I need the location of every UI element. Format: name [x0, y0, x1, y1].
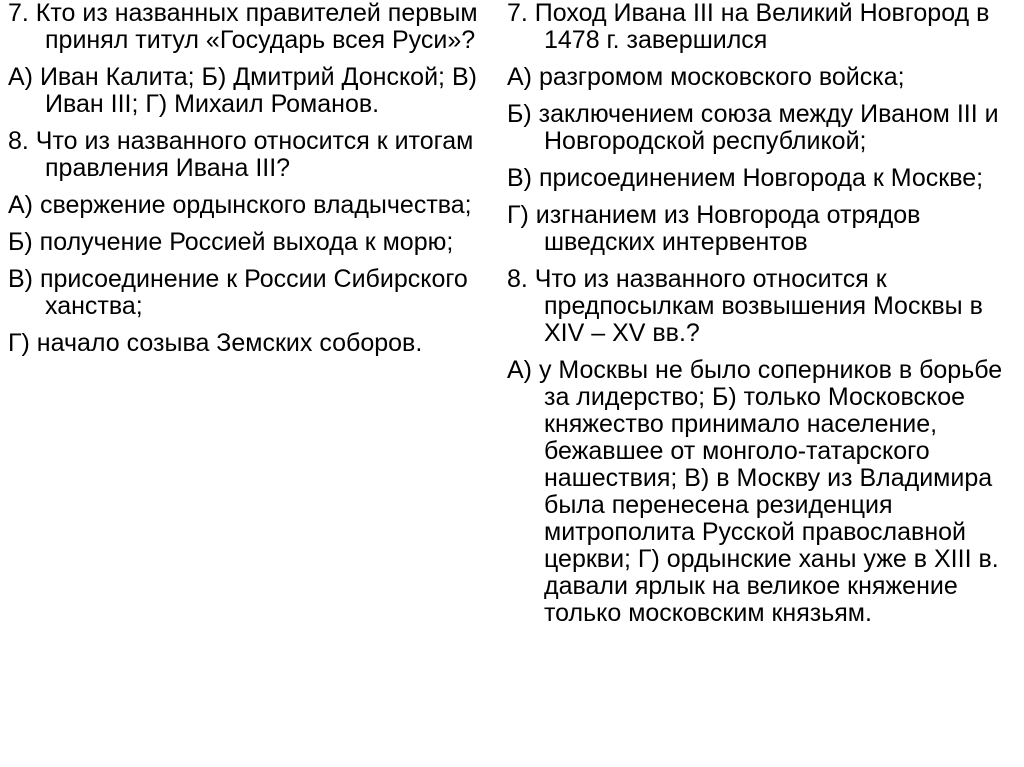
option-b-7-right: Б) заключением союза между Иваном III и Новгородской республикой; [507, 100, 999, 155]
answer-options-8-right: А) у Москвы не было соперников в борьбе за лидерство; Б) только Московское княжество принимало население, бежавшее от монголо-татарского нашествия; В) в Москву из Владимира была перенесена резиденция митрополита Русской православной церкви; Г) ордынские ханы уже в XIII в. давали ярлык на великое княжение только московским князьям. [507, 356, 1003, 627]
option-v-8-left: В) присоединение к России Сибирского ханства; [8, 265, 468, 320]
answer-options-7-left: А) Иван Калита; Б) Дмитрий Донской; В) Иван III; Г) Михаил Романов. [8, 63, 477, 118]
option-g-7-right: Г) изгнанием из Новгорода отрядов шведских интервентов [507, 201, 921, 256]
question-7-right: 7. Поход Ивана III на Великий Новгород в 1478 г. завершился [507, 0, 990, 54]
left-column [8, 0, 498, 367]
option-a-7-right: А) разгромом московского войска; [507, 63, 905, 91]
option-v-7-right: В) присоединением Новгорода к Москве; [507, 164, 984, 192]
option-b-8-left: Б) получение Россией выхода к морю; [8, 228, 454, 256]
question-8-left: 8. Что из названного относится к итогам правления Ивана III? [8, 127, 474, 182]
option-g-8-left: Г) начало созыва Земских соборов. [8, 329, 423, 357]
right-column [507, 0, 1012, 637]
option-a-8-left: А) свержение ордынского владычества; [8, 191, 472, 219]
question-8-right: 8. Что из названного относится к предпосылкам возвышения Москвы в XIV – XV вв.? [507, 265, 983, 347]
question-7-left: 7. Кто из названных правителей первым принял титул «Государь всея Руси»? [8, 0, 478, 54]
